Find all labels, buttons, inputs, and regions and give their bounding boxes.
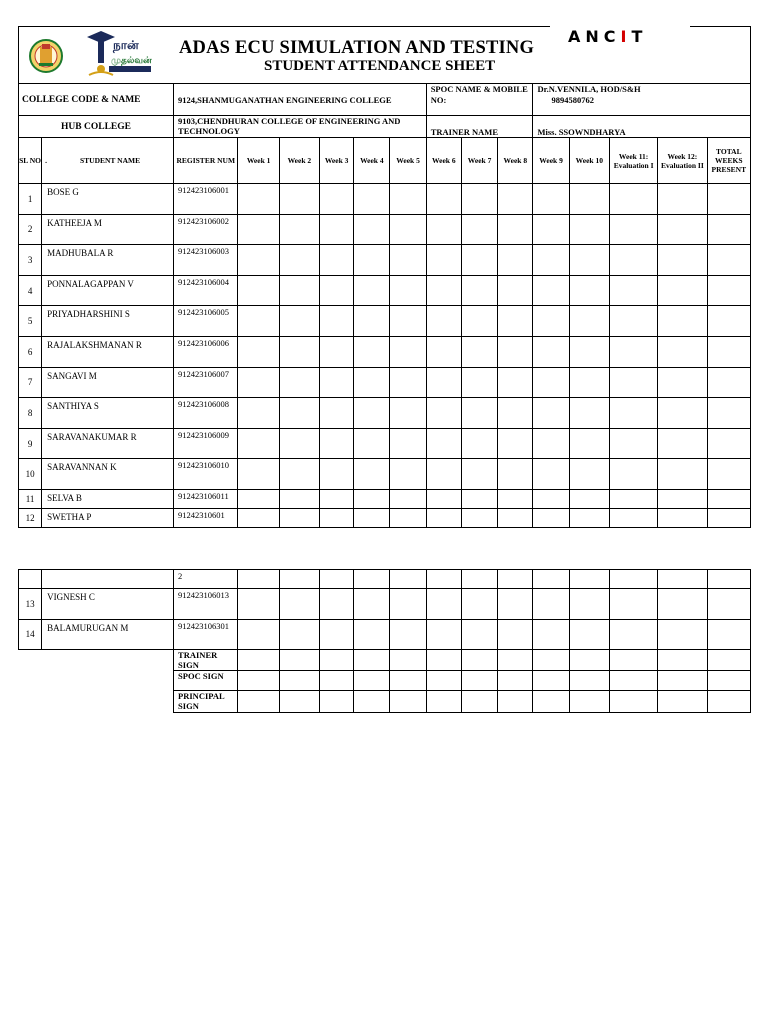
attendance-cell[interactable] xyxy=(320,619,354,650)
attendance-cell[interactable] xyxy=(533,306,569,337)
attendance-cell[interactable] xyxy=(498,398,533,429)
attendance-cell[interactable] xyxy=(320,245,354,276)
attendance-cell[interactable] xyxy=(461,214,497,245)
row-register-num: 912423106001 xyxy=(174,184,238,215)
attendance-cell[interactable] xyxy=(461,589,497,620)
table-row xyxy=(19,245,751,276)
attendance-cell[interactable] xyxy=(498,184,533,215)
row-register-num: 912423106005 xyxy=(174,306,238,337)
row-sl: 10 xyxy=(19,459,42,490)
attendance-cell[interactable] xyxy=(354,336,390,367)
attendance-cell[interactable] xyxy=(498,489,533,508)
attendance-cell[interactable] xyxy=(569,184,609,215)
attendance-cell[interactable] xyxy=(569,214,609,245)
row-sl: 7 xyxy=(19,367,42,398)
attendance-cell[interactable] xyxy=(533,336,569,367)
row-register-num: 912423106010 xyxy=(174,459,238,490)
attendance-cell[interactable] xyxy=(426,489,461,508)
attendance-cell[interactable] xyxy=(390,184,426,215)
attendance-cell[interactable] xyxy=(390,459,426,490)
trainer-value: Miss. SSOWNDHARYA xyxy=(533,116,751,138)
attendance-cell[interactable] xyxy=(609,275,657,306)
attendance-cell[interactable] xyxy=(426,306,461,337)
attendance-cell[interactable] xyxy=(238,489,279,508)
attendance-cell[interactable] xyxy=(279,275,319,306)
attendance-cell[interactable] xyxy=(609,184,657,215)
row-register-num: 912423106013 xyxy=(174,589,238,620)
attendance-cell[interactable] xyxy=(354,214,390,245)
attendance-cell[interactable] xyxy=(609,489,657,508)
row-student-name: KATHEEJA M xyxy=(42,214,174,245)
row-sl: 13 xyxy=(19,589,42,620)
attendance-cell[interactable] xyxy=(320,306,354,337)
attendance-cell[interactable] xyxy=(320,336,354,367)
college-value: 9124,SHANMUGANATHAN ENGINEERING COLLEGE xyxy=(174,84,427,116)
attendance-cell[interactable] xyxy=(390,275,426,306)
hub-value: 9103,CHENDHURAN COLLEGE OF ENGINEERING AND TECHNOLOGY xyxy=(174,116,427,138)
attendance-cell[interactable] xyxy=(533,245,569,276)
attendance-cell[interactable] xyxy=(498,367,533,398)
attendance-cell[interactable] xyxy=(498,459,533,490)
row-register-num: 912423106009 xyxy=(174,428,238,459)
naan-mudhalvan-logo xyxy=(83,29,155,83)
attendance-cell[interactable] xyxy=(609,619,657,650)
attendance-cell[interactable] xyxy=(426,275,461,306)
attendance-cell[interactable] xyxy=(279,619,319,650)
attendance-cell[interactable] xyxy=(279,367,319,398)
row-register-num: 912423106006 xyxy=(174,336,238,367)
attendance-cell[interactable] xyxy=(461,184,497,215)
attendance-cell[interactable] xyxy=(461,619,497,650)
attendance-cell[interactable] xyxy=(354,245,390,276)
col-week7: Week 7 xyxy=(461,138,497,184)
row-register-num: 912423106301 xyxy=(174,619,238,650)
attendance-cell[interactable] xyxy=(498,214,533,245)
attendance-cell[interactable] xyxy=(569,398,609,429)
row-register-num: 912423106007 xyxy=(174,367,238,398)
attendance-cell[interactable] xyxy=(707,245,750,276)
attendance-cell[interactable] xyxy=(461,306,497,337)
attendance-cell[interactable] xyxy=(320,275,354,306)
attendance-cell[interactable] xyxy=(426,619,461,650)
attendance-cell[interactable] xyxy=(658,245,707,276)
attendance-cell[interactable] xyxy=(390,508,426,527)
attendance-cell[interactable] xyxy=(238,245,279,276)
col-week8: Week 8 xyxy=(498,138,533,184)
attendance-cell[interactable] xyxy=(498,508,533,527)
attendance-cell[interactable] xyxy=(238,398,279,429)
attendance-cell[interactable] xyxy=(461,367,497,398)
table-row xyxy=(19,508,751,527)
attendance-cell[interactable] xyxy=(707,508,750,527)
attendance-cell[interactable] xyxy=(390,398,426,429)
attendance-cell[interactable] xyxy=(238,508,279,527)
attendance-cell[interactable] xyxy=(609,398,657,429)
row-student-name: SANTHIYA S xyxy=(42,398,174,429)
attendance-cell[interactable] xyxy=(320,367,354,398)
attendance-cell[interactable] xyxy=(279,245,319,276)
attendance-cell[interactable] xyxy=(238,214,279,245)
row-student-name: BALAMURUGAN M xyxy=(42,619,174,650)
col-week9: Week 9 xyxy=(533,138,569,184)
attendance-cell[interactable] xyxy=(569,336,609,367)
attendance-cell[interactable] xyxy=(461,570,497,589)
row-register-num: 912423106011 xyxy=(174,489,238,508)
attendance-cell[interactable] xyxy=(609,570,657,589)
attendance-cell[interactable] xyxy=(533,489,569,508)
attendance-cell[interactable] xyxy=(498,275,533,306)
ancit-logo: ANCIT xyxy=(550,25,690,47)
attendance-cell[interactable] xyxy=(390,214,426,245)
attendance-cell[interactable] xyxy=(707,459,750,490)
attendance-cell[interactable] xyxy=(658,367,707,398)
attendance-cell[interactable] xyxy=(569,275,609,306)
attendance-cell[interactable] xyxy=(426,336,461,367)
row-register-num-continued: 2 xyxy=(174,570,238,589)
attendance-cell[interactable] xyxy=(461,275,497,306)
row-student-name: SARAVANAKUMAR R xyxy=(42,428,174,459)
hub-label: HUB COLLEGE xyxy=(19,116,174,138)
attendance-cell[interactable] xyxy=(533,570,569,589)
attendance-cell[interactable] xyxy=(658,214,707,245)
row-sl: 12 xyxy=(19,508,42,527)
attendance-cell[interactable] xyxy=(707,184,750,215)
attendance-cell[interactable] xyxy=(426,245,461,276)
table-row xyxy=(19,589,751,620)
attendance-cell[interactable] xyxy=(461,245,497,276)
attendance-cell[interactable] xyxy=(461,398,497,429)
attendance-cell[interactable] xyxy=(426,184,461,215)
spoc-label: SPOC NAME & MOBILE NO: xyxy=(426,84,533,116)
attendance-cell[interactable] xyxy=(569,570,609,589)
attendance-cell[interactable] xyxy=(658,589,707,620)
row-register-num: 91242310601 xyxy=(174,508,238,527)
attendance-cell[interactable] xyxy=(320,398,354,429)
table-row xyxy=(19,367,751,398)
row-student-name: PRIYADHARSHINI S xyxy=(42,306,174,337)
attendance-cell[interactable] xyxy=(498,589,533,620)
attendance-cell[interactable] xyxy=(569,489,609,508)
attendance-cell[interactable] xyxy=(707,398,750,429)
attendance-cell[interactable] xyxy=(533,428,569,459)
attendance-cell[interactable] xyxy=(533,398,569,429)
attendance-cell[interactable] xyxy=(498,619,533,650)
attendance-cell[interactable] xyxy=(658,398,707,429)
attendance-cell[interactable] xyxy=(426,428,461,459)
attendance-cell[interactable] xyxy=(461,508,497,527)
col-week12: Week 12: Evaluation II xyxy=(658,138,707,184)
attendance-cell[interactable] xyxy=(658,459,707,490)
attendance-cell[interactable] xyxy=(390,489,426,508)
attendance-cell[interactable] xyxy=(238,367,279,398)
attendance-cell[interactable] xyxy=(354,184,390,215)
row-sl: 4 xyxy=(19,275,42,306)
trainer-label: TRAINER NAME xyxy=(426,116,533,138)
col-week1: Week 1 xyxy=(238,138,279,184)
attendance-cell[interactable] xyxy=(238,336,279,367)
attendance-cell[interactable] xyxy=(609,306,657,337)
attendance-cell[interactable] xyxy=(238,459,279,490)
continuation-row xyxy=(19,570,751,589)
trainer-sign-label: TRAINER SIGN xyxy=(174,650,238,671)
attendance-cell[interactable] xyxy=(426,367,461,398)
attendance-cell[interactable] xyxy=(498,245,533,276)
col-reg: REGISTER NUM xyxy=(174,138,238,184)
attendance-cell[interactable] xyxy=(279,214,319,245)
attendance-cell[interactable] xyxy=(658,306,707,337)
attendance-cell[interactable] xyxy=(533,459,569,490)
attendance-cell[interactable] xyxy=(279,428,319,459)
principal-sign-row xyxy=(19,691,751,713)
attendance-cell[interactable] xyxy=(658,508,707,527)
row-student-name: BOSE G xyxy=(42,184,174,215)
attendance-cell[interactable] xyxy=(320,489,354,508)
row-student-name: SWETHA P xyxy=(42,508,174,527)
attendance-cell[interactable] xyxy=(707,275,750,306)
attendance-cell[interactable] xyxy=(390,306,426,337)
attendance-cell[interactable] xyxy=(320,589,354,620)
attendance-cell[interactable] xyxy=(569,245,609,276)
attendance-cell[interactable] xyxy=(498,336,533,367)
attendance-cell[interactable] xyxy=(354,275,390,306)
spoc-sign-row xyxy=(19,671,751,691)
spoc-sign-label: SPOC SIGN xyxy=(174,671,238,691)
row-student-name: SELVA B xyxy=(42,489,174,508)
attendance-cell[interactable] xyxy=(279,589,319,620)
attendance-cell[interactable] xyxy=(238,619,279,650)
attendance-cell[interactable] xyxy=(569,367,609,398)
attendance-cell[interactable] xyxy=(609,214,657,245)
attendance-cell[interactable] xyxy=(707,336,750,367)
attendance-cell[interactable] xyxy=(569,428,609,459)
row-sl: 6 xyxy=(19,336,42,367)
attendance-cell[interactable] xyxy=(426,214,461,245)
attendance-cell[interactable] xyxy=(279,306,319,337)
row-sl: 11 xyxy=(19,489,42,508)
attendance-cell[interactable] xyxy=(658,275,707,306)
sheet-header xyxy=(18,26,751,84)
tamilnadu-emblem-icon xyxy=(29,39,63,73)
row-student-name: MADHUBALA R xyxy=(42,245,174,276)
attendance-cell[interactable] xyxy=(461,428,497,459)
row-sl: 1 xyxy=(19,184,42,215)
svg-text:நான்: நான் xyxy=(113,38,139,52)
attendance-cell[interactable] xyxy=(320,570,354,589)
attendance-cell[interactable] xyxy=(426,398,461,429)
attendance-cell[interactable] xyxy=(658,184,707,215)
attendance-cell[interactable] xyxy=(354,367,390,398)
attendance-cell[interactable] xyxy=(609,367,657,398)
principal-sign-label: PRINCIPAL SIGN xyxy=(174,691,238,713)
attendance-cell[interactable] xyxy=(354,589,390,620)
row-student-name: PONNALAGAPPAN V xyxy=(42,275,174,306)
row-register-num: 912423106002 xyxy=(174,214,238,245)
attendance-cell[interactable] xyxy=(390,589,426,620)
attendance-cell[interactable] xyxy=(426,570,461,589)
trainer-sign-row xyxy=(19,650,751,671)
attendance-cell[interactable] xyxy=(390,367,426,398)
table-row xyxy=(19,306,751,337)
col-week10: Week 10 xyxy=(569,138,609,184)
attendance-cell[interactable] xyxy=(461,489,497,508)
attendance-cell[interactable] xyxy=(279,398,319,429)
attendance-cell[interactable] xyxy=(569,589,609,620)
attendance-cell[interactable] xyxy=(238,570,279,589)
attendance-cell[interactable] xyxy=(533,589,569,620)
table-row xyxy=(19,184,751,215)
attendance-cell[interactable] xyxy=(707,570,750,589)
attendance-cell[interactable] xyxy=(609,589,657,620)
table-row xyxy=(19,619,751,650)
col-name: . STUDENT NAME xyxy=(42,138,174,184)
col-week4: Week 4 xyxy=(354,138,390,184)
attendance-cell[interactable] xyxy=(390,336,426,367)
sheet-title: ADAS ECU SIMULATION AND TESTING xyxy=(179,38,535,58)
attendance-cell[interactable] xyxy=(354,619,390,650)
attendance-cell[interactable] xyxy=(426,459,461,490)
attendance-table-continued xyxy=(18,569,751,713)
row-register-num: 912423106008 xyxy=(174,398,238,429)
table-row xyxy=(19,214,751,245)
attendance-cell[interactable] xyxy=(569,619,609,650)
attendance-cell[interactable] xyxy=(354,508,390,527)
attendance-cell[interactable] xyxy=(279,508,319,527)
attendance-cell[interactable] xyxy=(354,489,390,508)
college-label: COLLEGE CODE & NAME xyxy=(19,84,174,116)
attendance-cell[interactable] xyxy=(238,589,279,620)
attendance-table xyxy=(18,83,751,528)
attendance-cell[interactable] xyxy=(533,184,569,215)
attendance-cell[interactable] xyxy=(320,459,354,490)
attendance-cell[interactable] xyxy=(279,570,319,589)
col-week11: Week 11: Evaluation I xyxy=(609,138,657,184)
attendance-cell[interactable] xyxy=(533,619,569,650)
attendance-cell[interactable] xyxy=(354,428,390,459)
attendance-cell[interactable] xyxy=(320,508,354,527)
attendance-cell[interactable] xyxy=(354,398,390,429)
attendance-cell[interactable] xyxy=(569,459,609,490)
attendance-cell[interactable] xyxy=(658,428,707,459)
attendance-cell[interactable] xyxy=(609,336,657,367)
col-week5: Week 5 xyxy=(390,138,426,184)
attendance-cell[interactable] xyxy=(609,508,657,527)
row-sl: 2 xyxy=(19,214,42,245)
attendance-cell[interactable] xyxy=(320,428,354,459)
col-week2: Week 2 xyxy=(279,138,319,184)
table-row xyxy=(19,428,751,459)
attendance-cell[interactable] xyxy=(426,589,461,620)
attendance-cell[interactable] xyxy=(707,619,750,650)
attendance-cell[interactable] xyxy=(609,459,657,490)
attendance-cell[interactable] xyxy=(238,428,279,459)
student-rows-continued xyxy=(19,570,751,650)
attendance-cell[interactable] xyxy=(707,489,750,508)
col-sl: SL NO xyxy=(19,138,42,184)
row-sl: 8 xyxy=(19,398,42,429)
attendance-cell[interactable] xyxy=(707,367,750,398)
row-register-num: 912423106003 xyxy=(174,245,238,276)
table-row xyxy=(19,459,751,490)
attendance-cell[interactable] xyxy=(390,619,426,650)
attendance-cell[interactable] xyxy=(569,306,609,337)
attendance-cell[interactable] xyxy=(658,489,707,508)
table-row xyxy=(19,275,751,306)
attendance-cell[interactable] xyxy=(707,306,750,337)
col-week3: Week 3 xyxy=(320,138,354,184)
attendance-cell[interactable] xyxy=(390,428,426,459)
attendance-cell[interactable] xyxy=(707,214,750,245)
attendance-cell[interactable] xyxy=(279,489,319,508)
attendance-cell[interactable] xyxy=(658,336,707,367)
attendance-cell[interactable] xyxy=(707,589,750,620)
attendance-cell[interactable] xyxy=(354,570,390,589)
col-total: TOTAL WEEKS PRESENT xyxy=(707,138,750,184)
attendance-cell[interactable] xyxy=(279,336,319,367)
row-sl: 3 xyxy=(19,245,42,276)
attendance-cell[interactable] xyxy=(320,184,354,215)
attendance-cell[interactable] xyxy=(609,245,657,276)
attendance-cell[interactable] xyxy=(320,214,354,245)
attendance-cell[interactable] xyxy=(238,306,279,337)
row-student-name: SANGAVI M xyxy=(42,367,174,398)
table-row xyxy=(19,336,751,367)
row-sl: 14 xyxy=(19,619,42,650)
sheet-subtitle: STUDENT ATTENDANCE SHEET xyxy=(264,58,496,74)
attendance-cell[interactable] xyxy=(238,184,279,215)
attendance-cell[interactable] xyxy=(658,619,707,650)
attendance-cell[interactable] xyxy=(426,508,461,527)
row-student-name: VIGNESH C xyxy=(42,589,174,620)
attendance-cell[interactable] xyxy=(279,459,319,490)
attendance-cell[interactable] xyxy=(533,214,569,245)
attendance-cell[interactable] xyxy=(390,245,426,276)
attendance-cell[interactable] xyxy=(238,275,279,306)
attendance-cell[interactable] xyxy=(354,459,390,490)
attendance-cell[interactable] xyxy=(498,570,533,589)
row-student-name: RAJALAKSHMANAN R xyxy=(42,336,174,367)
attendance-cell[interactable] xyxy=(461,459,497,490)
attendance-cell[interactable] xyxy=(658,570,707,589)
attendance-cell[interactable] xyxy=(533,275,569,306)
row-student-name: SARAVANNAN K xyxy=(42,459,174,490)
attendance-cell[interactable] xyxy=(354,306,390,337)
attendance-cell[interactable] xyxy=(461,336,497,367)
spoc-value: Dr.N.VENNILA, HOD/S&H 9894580762 xyxy=(533,84,751,116)
svg-text:முதல்வன்: முதல்வன் xyxy=(111,56,152,66)
attendance-cell[interactable] xyxy=(569,508,609,527)
student-rows xyxy=(19,184,751,528)
attendance-cell[interactable] xyxy=(498,306,533,337)
row-sl: 5 xyxy=(19,306,42,337)
attendance-cell[interactable] xyxy=(498,428,533,459)
attendance-cell[interactable] xyxy=(533,508,569,527)
row-register-num: 912423106004 xyxy=(174,275,238,306)
col-week6: Week 6 xyxy=(426,138,461,184)
attendance-cell[interactable] xyxy=(390,570,426,589)
attendance-cell[interactable] xyxy=(279,184,319,215)
attendance-cell[interactable] xyxy=(609,428,657,459)
table-row xyxy=(19,489,751,508)
row-sl: 9 xyxy=(19,428,42,459)
attendance-cell[interactable] xyxy=(707,428,750,459)
attendance-cell[interactable] xyxy=(533,367,569,398)
table-row xyxy=(19,398,751,429)
